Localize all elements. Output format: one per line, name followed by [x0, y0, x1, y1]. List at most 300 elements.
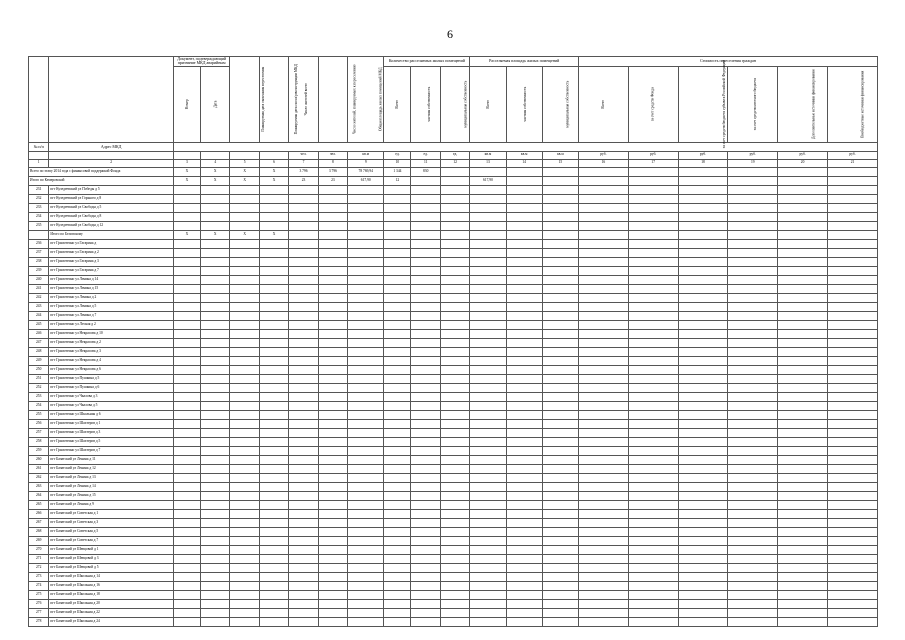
row-number: 238 [29, 257, 49, 266]
row-cell [506, 230, 542, 239]
row-cell [411, 356, 440, 365]
summary-cell: X [201, 176, 230, 185]
row-cell [259, 554, 288, 563]
row-cell [348, 401, 384, 410]
row-cell [506, 473, 542, 482]
row-cell [348, 509, 384, 518]
row-cell [289, 572, 318, 581]
row-cell [506, 536, 542, 545]
row-cell [628, 320, 678, 329]
row-cell [384, 347, 411, 356]
row-cell [506, 590, 542, 599]
column-number-cell: 6 [259, 159, 288, 167]
row-address: пгт Бачатский ул Школьная д 18 [49, 590, 174, 599]
summary-cell: X [259, 167, 288, 176]
row-address: пгт Бачатский ул Ленина д 11 [49, 455, 174, 464]
row-address: пгт Грамотеино ул Чкалова д 5 [49, 401, 174, 410]
unit-cell [29, 151, 49, 159]
row-cell [678, 347, 728, 356]
header-living-count: Количество расселяемых жилых помещений [384, 57, 470, 67]
units-row [29, 151, 878, 159]
row-cell [348, 275, 384, 284]
row-cell [628, 266, 678, 275]
row-cell [778, 563, 828, 572]
row-cell [778, 464, 828, 473]
row-cell [384, 338, 411, 347]
row-cell [259, 428, 288, 437]
row-cell [440, 437, 469, 446]
row-cell [440, 617, 469, 626]
row-cell [678, 572, 728, 581]
row-cell [778, 221, 828, 230]
row-cell [778, 356, 828, 365]
row-cell [411, 590, 440, 599]
row-cell [579, 599, 629, 608]
row-cell [318, 554, 347, 563]
row-cell [201, 239, 230, 248]
row-cell [384, 275, 411, 284]
row-cell [230, 221, 259, 230]
row-cell [827, 545, 877, 554]
row-cell [506, 599, 542, 608]
row-cell [728, 365, 778, 374]
column-number-cell: 8 [318, 159, 347, 167]
row-cell [173, 599, 200, 608]
col-planned-end: Планируемая дата окончания переселения [230, 57, 259, 143]
row-cell [628, 491, 678, 500]
row-cell [173, 590, 200, 599]
row-cell [628, 500, 678, 509]
row-cell [628, 239, 678, 248]
row-cell [678, 275, 728, 284]
row-cell [728, 275, 778, 284]
row-number: 262 [29, 473, 49, 482]
row-address: пгт Грамотеино ул Школьная д 6 [49, 410, 174, 419]
row-cell [348, 608, 384, 617]
row-cell [506, 185, 542, 194]
row-cell [728, 356, 778, 365]
row-cell [506, 239, 542, 248]
summary-cell [506, 176, 542, 185]
row-cell [201, 590, 230, 599]
row-cell [289, 293, 318, 302]
row-cell [579, 464, 629, 473]
column-number-cell: 14 [506, 159, 542, 167]
summary-cell: 23 [318, 176, 347, 185]
unit-cell: руб. [628, 151, 678, 159]
row-cell [506, 464, 542, 473]
row-cell [678, 446, 728, 455]
row-cell [470, 536, 506, 545]
table-row [29, 383, 878, 392]
table-row [29, 473, 878, 482]
row-cell [348, 527, 384, 536]
row-cell [470, 311, 506, 320]
row-cell [259, 482, 288, 491]
table-row [29, 545, 878, 554]
row-cell [678, 302, 728, 311]
row-cell [201, 536, 230, 545]
row-cell [470, 356, 506, 365]
row-cell [728, 311, 778, 320]
row-cell [827, 527, 877, 536]
row-cell [579, 275, 629, 284]
row-cell [678, 536, 728, 545]
row-cell [678, 563, 728, 572]
row-cell [728, 599, 778, 608]
row-cell [384, 455, 411, 464]
row-cell [827, 419, 877, 428]
row-cell [259, 446, 288, 455]
row-cell [542, 590, 578, 599]
row-cell [728, 239, 778, 248]
row-number: 236 [29, 239, 49, 248]
row-cell [230, 563, 259, 572]
row-cell [728, 554, 778, 563]
row-cell [411, 545, 440, 554]
row-cell [201, 500, 230, 509]
row-cell [470, 347, 506, 356]
row-cell [827, 590, 877, 599]
row-cell [201, 185, 230, 194]
row-cell [411, 572, 440, 581]
row-cell [411, 410, 440, 419]
row-cell [827, 185, 877, 194]
row-cell [506, 311, 542, 320]
row-cell [506, 563, 542, 572]
row-cell [628, 410, 678, 419]
row-cell [542, 275, 578, 284]
row-cell [230, 347, 259, 356]
row-cell [506, 482, 542, 491]
table-row [29, 329, 878, 338]
row-address: пгт Бачатский ул Школьная д 14 [49, 572, 174, 581]
row-cell [628, 194, 678, 203]
row-cell [411, 266, 440, 275]
table-row [29, 608, 878, 617]
row-cell [542, 527, 578, 536]
summary-cell [827, 176, 877, 185]
row-cell [411, 608, 440, 617]
row-cell [778, 491, 828, 500]
col-count-private: частная собственность [411, 66, 440, 142]
table-row [29, 356, 878, 365]
header-cost: Стоимость переселения граждан [579, 57, 878, 67]
resettlement-table [28, 56, 878, 627]
row-cell [678, 194, 728, 203]
summary-cell [440, 176, 469, 185]
row-cell [542, 410, 578, 419]
row-cell [230, 455, 259, 464]
row-cell [579, 572, 629, 581]
row-cell [318, 203, 347, 212]
row-cell [230, 266, 259, 275]
row-cell [470, 293, 506, 302]
row-cell [348, 338, 384, 347]
row-cell [201, 347, 230, 356]
row-address: пгт Кузедеевский ул Победы д 5 [49, 185, 174, 194]
header-doc: Документ, подтверждающий признание МКД аварийным [173, 57, 230, 67]
row-cell [470, 185, 506, 194]
row-cell [348, 446, 384, 455]
row-cell [827, 203, 877, 212]
row-number: 264 [29, 491, 49, 500]
row-cell [348, 500, 384, 509]
col-cost-local: за счет средств местного бюджета [728, 66, 778, 142]
row-address: пгт Грамотеино ул Шахтеров д 7 [49, 446, 174, 455]
row-address: пгт Кузедеевский ул Горького д 8 [49, 194, 174, 203]
table-row [29, 221, 878, 230]
row-cell [728, 230, 778, 239]
row-cell [230, 239, 259, 248]
row-cell [384, 536, 411, 545]
row-cell [173, 338, 200, 347]
row-number: 246 [29, 329, 49, 338]
row-cell [289, 194, 318, 203]
row-cell [384, 239, 411, 248]
row-number: 256 [29, 419, 49, 428]
row-cell [470, 401, 506, 410]
row-cell [470, 554, 506, 563]
row-cell [289, 275, 318, 284]
row-cell [506, 455, 542, 464]
row-cell [201, 383, 230, 392]
row-cell [470, 212, 506, 221]
row-cell [201, 563, 230, 572]
row-cell [827, 383, 877, 392]
row-cell [628, 275, 678, 284]
row-cell [579, 194, 629, 203]
row-cell [318, 419, 347, 428]
row-cell [348, 419, 384, 428]
row-cell [728, 428, 778, 437]
row-cell [318, 617, 347, 626]
row-cell [678, 383, 728, 392]
row-cell [318, 491, 347, 500]
summary-cell: X [230, 176, 259, 185]
row-cell [201, 464, 230, 473]
unit-cell: ед. [440, 151, 469, 159]
unit-cell: ед. [384, 151, 411, 159]
row-cell [289, 329, 318, 338]
row-number: 263 [29, 482, 49, 491]
row-cell [827, 482, 877, 491]
row-cell [318, 536, 347, 545]
row-cell [411, 221, 440, 230]
row-cell [542, 374, 578, 383]
row-cell [318, 221, 347, 230]
row-cell [542, 581, 578, 590]
row-cell [411, 185, 440, 194]
row-cell [259, 455, 288, 464]
column-number-cell: 20 [778, 159, 828, 167]
row-cell [411, 464, 440, 473]
row-cell [579, 446, 629, 455]
row-cell [579, 563, 629, 572]
row-cell [289, 419, 318, 428]
row-cell [542, 248, 578, 257]
row-cell [470, 410, 506, 419]
row-cell [827, 320, 877, 329]
row-cell [348, 599, 384, 608]
row-cell [470, 419, 506, 428]
row-cell [827, 284, 877, 293]
row-cell [411, 320, 440, 329]
row-cell [579, 329, 629, 338]
row-cell [778, 266, 828, 275]
row-cell [579, 293, 629, 302]
row-cell [728, 590, 778, 599]
row-cell [827, 194, 877, 203]
table-row [29, 212, 878, 221]
row-cell [579, 581, 629, 590]
row-cell [542, 617, 578, 626]
row-cell [348, 473, 384, 482]
row-cell [579, 401, 629, 410]
row-cell [628, 527, 678, 536]
summary-cell [728, 167, 778, 176]
row-cell [678, 239, 728, 248]
row-cell [230, 419, 259, 428]
row-cell [230, 491, 259, 500]
row-cell [827, 473, 877, 482]
row-cell [201, 311, 230, 320]
row-cell [470, 509, 506, 518]
row-cell [259, 203, 288, 212]
row-cell [173, 536, 200, 545]
column-number-cell: 21 [827, 159, 877, 167]
row-cell [318, 473, 347, 482]
row-cell [289, 392, 318, 401]
row-cell [470, 257, 506, 266]
column-number-cell: 4 [201, 159, 230, 167]
table-row [29, 428, 878, 437]
row-cell [728, 266, 778, 275]
row-cell [440, 266, 469, 275]
row-cell [470, 284, 506, 293]
row-address: пгт Бачатский ул Ленина д 14 [49, 482, 174, 491]
row-cell [411, 446, 440, 455]
row-cell [318, 275, 347, 284]
row-cell [440, 329, 469, 338]
row-cell [542, 338, 578, 347]
row-cell [542, 221, 578, 230]
row-number: 269 [29, 536, 49, 545]
row-cell [259, 293, 288, 302]
row-cell [230, 257, 259, 266]
unit-cell: чел. [289, 151, 318, 159]
row-cell [778, 446, 828, 455]
row-cell [579, 509, 629, 518]
row-cell [542, 464, 578, 473]
row-cell [778, 293, 828, 302]
row-cell [470, 464, 506, 473]
row-cell [678, 374, 728, 383]
row-cell [289, 617, 318, 626]
row-cell [628, 419, 678, 428]
row-cell [201, 275, 230, 284]
row-cell [173, 293, 200, 302]
table-row [29, 590, 878, 599]
row-cell [440, 338, 469, 347]
unit-cell: чел. [318, 151, 347, 159]
row-cell [827, 437, 877, 446]
row-cell [579, 284, 629, 293]
row-cell [259, 347, 288, 356]
row-cell [411, 518, 440, 527]
row-cell [173, 356, 200, 365]
row-cell [628, 482, 678, 491]
row-cell [470, 563, 506, 572]
row-cell [411, 500, 440, 509]
row-cell [440, 464, 469, 473]
row-cell [411, 230, 440, 239]
row-cell [348, 365, 384, 374]
row-address: пгт Бачатский ул Советская д 7 [49, 536, 174, 545]
row-cell [628, 221, 678, 230]
row-cell [827, 563, 877, 572]
row-address: пгт Грамотеино ул Гагарина д [49, 239, 174, 248]
row-cell [506, 545, 542, 554]
row-address: пгт Бачатский ул Шевцовой д 5 [49, 563, 174, 572]
row-cell [201, 419, 230, 428]
row-cell [628, 284, 678, 293]
table-row [29, 518, 878, 527]
row-number: 235 [29, 221, 49, 230]
row-cell [778, 239, 828, 248]
row-address: пгт Грамотеино ул Гагарина д 7 [49, 266, 174, 275]
row-cell [542, 437, 578, 446]
row-cell [384, 311, 411, 320]
summary-cell: X [259, 176, 288, 185]
column-number-cell: 19 [728, 159, 778, 167]
row-cell [384, 329, 411, 338]
table-row [29, 302, 878, 311]
row-cell [348, 410, 384, 419]
row-address: пгт Бачатский ул Советская д 3 [49, 518, 174, 527]
row-cell [506, 257, 542, 266]
row-cell [678, 545, 728, 554]
row-cell [348, 311, 384, 320]
row-cell [318, 347, 347, 356]
table-row [29, 455, 878, 464]
row-cell [348, 590, 384, 599]
summary-label: Итого по Кемеровской [29, 176, 174, 185]
row-cell [230, 428, 259, 437]
row-cell [384, 545, 411, 554]
row-cell [348, 356, 384, 365]
row-cell [201, 554, 230, 563]
table-row [29, 248, 878, 257]
row-cell [778, 275, 828, 284]
table-row [29, 527, 878, 536]
row-cell [728, 329, 778, 338]
row-address: пгт Грамотеино ул Шахтеров д 5 [49, 437, 174, 446]
row-cell [778, 599, 828, 608]
row-cell [579, 338, 629, 347]
row-cell [628, 590, 678, 599]
row-cell [542, 392, 578, 401]
row-address: пгт Грамотеино ул Некрасова д 2 [49, 338, 174, 347]
row-cell [201, 374, 230, 383]
row-cell [318, 248, 347, 257]
row-cell [778, 329, 828, 338]
row-cell [827, 401, 877, 410]
row-cell [348, 329, 384, 338]
row-cell [289, 239, 318, 248]
row-cell [778, 392, 828, 401]
row-cell [411, 581, 440, 590]
